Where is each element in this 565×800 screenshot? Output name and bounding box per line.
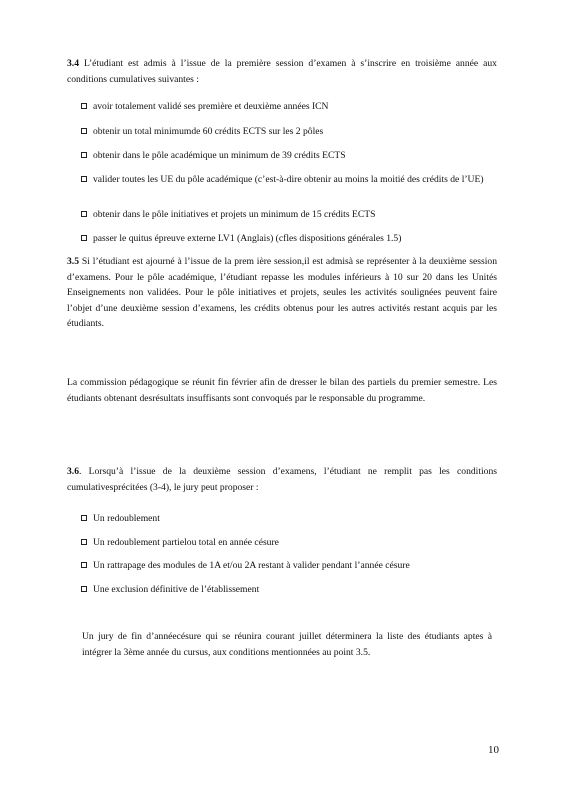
checkbox-bullet-icon [81, 562, 87, 568]
section-number: 3.4 [67, 58, 79, 69]
section-3-4-intro [67, 56, 497, 87]
checkbox-bullet-icon [81, 103, 87, 109]
section-number: 3.6 [67, 466, 79, 477]
list-item: valider toutes les UE du pôle académique (c’est-à-dire obtenir au moins la moitié des crédits de l’UE) [67, 172, 497, 188]
jury-paragraph: Un jury de fin d’annéecésure qui se réunira courant juillet déterminera la liste des étudiants aptes à intégrer la 3ème année du cursus, aux conditions mentionnées au point 3.5. [82, 631, 492, 658]
section-3-6-intro [67, 464, 497, 495]
checkbox-bullet-icon [81, 152, 87, 158]
section-text: L’étudiant est admis à l’issue de la première session d’examen à s’inscrire en troisième année aux conditions cumulatives suivantes : [67, 58, 497, 85]
checkbox-bullet-icon [81, 515, 87, 521]
list-item: Un rattrapage des modules de 1A et/ou 2A restant à valider pendant l’année césure [67, 558, 497, 574]
list-item: obtenir un total minimumde 60 crédits ECTS sur les 2 pôles [67, 124, 497, 140]
checkbox-bullet-icon [81, 539, 87, 545]
list-item: Un redoublement [67, 511, 497, 527]
list-item: Un redoublement partielou total en année césure [67, 535, 497, 551]
list-item: obtenir dans le pôle initiatives et projets un minimum de 15 crédits ECTS [67, 207, 497, 223]
list-item: passer le quitus épreuve externe LV1 (Anglais) (cfles dispositions générales 1.5) [67, 231, 497, 247]
checkbox-bullet-icon [81, 128, 87, 134]
section-3-5-text [67, 254, 497, 332]
commission-paragraph: La commission pédagogique se réunit fin février afin de dresser le bilan des partiels du premier semestre. Les étudiants obtenant desrésultats insuffisants sont convoqués par le responsable du programme. [67, 377, 497, 404]
checkbox-bullet-icon [81, 586, 87, 592]
checkbox-bullet-icon [81, 211, 87, 217]
list-item: avoir totalement validé ses première et deuxième années ICN [67, 99, 497, 115]
section-number: 3.5 [67, 256, 79, 267]
list-item: obtenir dans le pôle académique un minimum de 39 crédits ECTS [67, 148, 497, 164]
section-text: . Lorsqu’à l’issue de la deuxième session d’examens, l’étudiant ne remplit pas les conditions cumulativesprécitées (3-4), le jury peut proposer : [67, 466, 497, 493]
list-item: Une exclusion définitive de l’établissement [67, 582, 497, 598]
checkbox-bullet-icon [81, 176, 87, 182]
section-text: Si l’étudiant est ajourné à l’issue de la prem ière session,il est admisà se représenter à la deuxième session d’examens. Pour le pôle académique, l’étudiant repasse les modules inférieurs à 10 sur 20 dans les Unités Enseignements non validées. Pour le pôle initiatives et projets, seules les activités soulignées peuvent faire l’objet d’une deuxième session d’examens, les crédits obtenus pour les autres activités restant acquis par les étudiants. [67, 256, 498, 329]
page-number: 10 [488, 744, 499, 756]
checkbox-bullet-icon [81, 235, 87, 241]
